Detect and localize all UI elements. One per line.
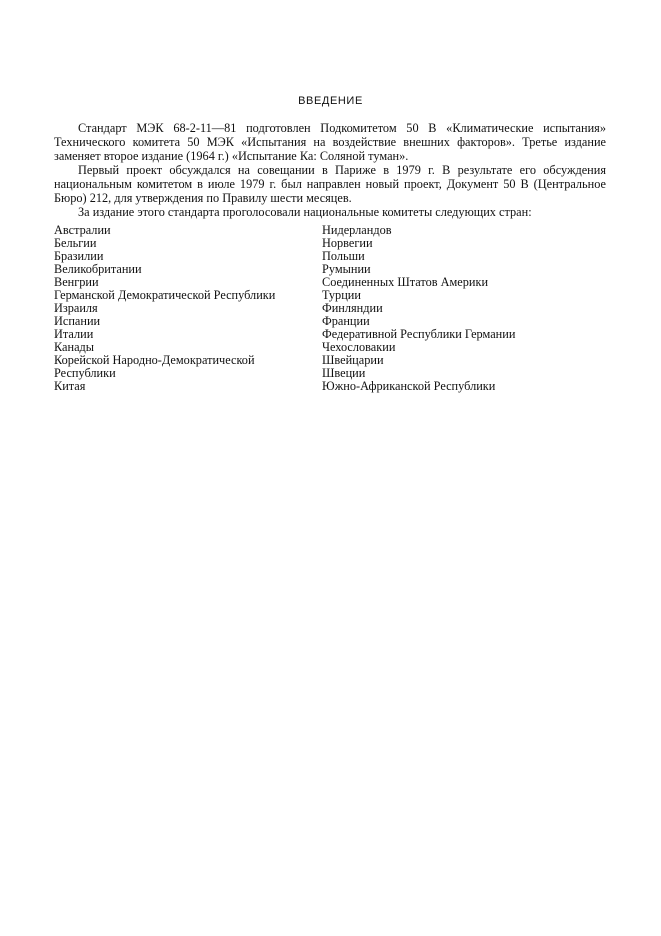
country-item: Франции <box>322 314 370 328</box>
country-item: Бразилии <box>54 249 104 263</box>
section-heading: ВВЕДЕНИЕ <box>298 95 363 107</box>
country-item: Бельгии <box>54 236 97 250</box>
country-item: Испании <box>54 314 101 328</box>
country-item: Великобритании <box>54 262 142 276</box>
introduction-text <box>54 121 606 219</box>
country-item: Федеративной Республики Германии <box>322 327 516 341</box>
country-item: Румынии <box>322 262 371 276</box>
country-item: Швеции <box>322 366 366 380</box>
country-item: Германской Демократической Республики <box>54 288 276 302</box>
paragraph-standard-origin: Стандарт МЭК 68-2-11—81 подготовлен Подкомитетом 50 В «Климатические испытания» Технического комитета 50 МЭК «Испытания на воздействие внешних факторов». Третье издание заменяет второе издание (1964 г.) «Испытание Ка: Соляной туман». <box>54 121 606 163</box>
paragraph-draft-history: Первый проект обсуждался на совещании в Париже в 1979 г. В результате его обсуждения национальным комитетом в июле 1979 г. был направлен новый проект, Документ 50 В (Центральное Бюро) 212, для утверждения по Правилу шести месяцев. <box>54 163 606 205</box>
country-item: Швейцарии <box>322 353 384 367</box>
country-item: Финляндии <box>322 301 383 315</box>
country-item: Китая <box>54 379 86 393</box>
countries-right-column <box>322 224 606 393</box>
country-item: Чехословакии <box>322 340 396 354</box>
country-item: Венгрии <box>54 275 99 289</box>
country-item: Республики <box>54 366 116 380</box>
country-item: Польши <box>322 249 365 263</box>
country-item: Южно-Африканской Республики <box>322 379 496 393</box>
country-item: Израиля <box>54 301 98 315</box>
country-item: Австралии <box>54 223 111 237</box>
paragraph-voting-intro: За издание этого стандарта проголосовали национальные комитеты следующих стран: <box>78 205 532 219</box>
country-item: Норвегии <box>322 236 373 250</box>
countries-left-column <box>54 224 314 393</box>
country-item: Италии <box>54 327 94 341</box>
country-item: Канады <box>54 340 95 354</box>
country-item: Нидерландов <box>322 223 392 237</box>
country-item: Корейской Народно-Демократической <box>54 353 255 367</box>
country-item: Соединенных Штатов Америки <box>322 275 489 289</box>
country-item: Турции <box>322 288 361 302</box>
